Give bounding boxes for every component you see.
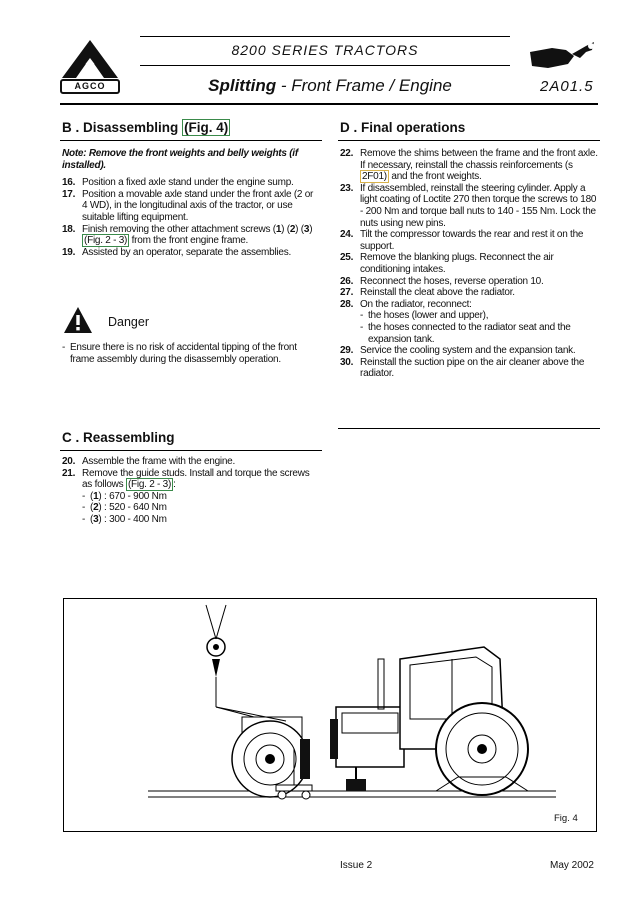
list-item: 27. Reinstall the cleat above the radiator.: [340, 287, 515, 299]
series-title: 8200 SERIES TRACTORS: [231, 42, 419, 58]
torque-line: - (3) : 300 - 400 Nm: [82, 514, 320, 526]
danger-label: Danger: [108, 315, 149, 329]
figure-caption: Fig. 4: [554, 813, 578, 824]
section-d-rule: [338, 140, 600, 141]
list-item: 17. Position a movable axle stand under the front axle (2 or 4 WD), in the longitudinal axis of the tractor, or use suitable lifting equipment.: [62, 188, 314, 223]
fig-2-3-ref[interactable]: (Fig. 2 - 3): [84, 235, 128, 247]
logo-text: AGCO: [74, 81, 106, 91]
list-item: 24. Tilt the compressor towards the rear and rest it on the support.: [340, 229, 584, 252]
ref-2f01[interactable]: 2F01): [362, 171, 387, 183]
section-b-note: Note: Remove the front weights and belly weights (if installed).: [62, 148, 298, 171]
list-item: 16. Position a fixed axle stand under the engine sump.: [62, 177, 294, 189]
list-item: 30. Reinstall the suction pipe on the air cleaner above the radiator.: [340, 356, 585, 380]
list-item: 28. On the radiator, reconnect: - the hoses (lower and upper), - the hoses connected to the radiator seat and the expansion tank.: [340, 299, 598, 345]
section-d-end-rule: [338, 428, 600, 429]
list-item: 21. Remove the guide studs. Install and torque the screws as follows (Fig. 2 - 3) : - (1) : 670 - 900 Nm - (2) : 520 - 640 Nm - (3) : 300 - 400 Nm: [62, 468, 320, 526]
title-bold: Splitting: [208, 76, 277, 95]
warning-icon: [63, 306, 93, 334]
section-b-body: [62, 148, 320, 258]
figure-4: [63, 598, 597, 832]
fig-4-ref[interactable]: (Fig. 4): [184, 120, 229, 135]
list-item: 26. Reconnect the hoses, reverse operation 10.: [340, 275, 544, 287]
section-b-heading: B . Disassembling (Fig. 4): [62, 120, 229, 135]
header-rule-top: [140, 36, 510, 37]
section-c-rule: [60, 450, 322, 451]
title-rest: - Front Frame / Engine: [276, 76, 452, 95]
page-code: 2A01.5: [540, 78, 594, 95]
header-rule-bottom: [60, 103, 598, 105]
footer-issue: Issue 2: [340, 860, 373, 871]
list-item: 23. If disassembled, reinstall the steering cylinder. Apply a light coating of Loctite 270 then torque the screws to 180 - 200 Nm and torque ball nuts to 140 - 155 Nm. Lock the nuts using new pins.: [340, 182, 597, 229]
page-title: [160, 76, 500, 96]
list-item: 20. Assemble the frame with the engine.: [62, 456, 236, 467]
section-d-heading: D . Final operations: [340, 120, 466, 135]
fig-2-3-ref[interactable]: (Fig. 2 - 3): [127, 479, 172, 491]
wrench-hand-icon: [528, 38, 598, 74]
agco-logo: [60, 38, 120, 94]
header-rule-mid: [140, 65, 510, 66]
torque-line: - (2) : 520 - 640 Nm: [82, 502, 320, 514]
danger-text: - Ensure there is no risk of accidental tipping of the front frame assembly during the disassembly operation.: [62, 342, 320, 365]
section-c-body: [62, 456, 320, 526]
list-item: 22. Remove the shims between the frame and the front axle. If necessary, reinstall the chassis reinforcements (s 2F01) and the front weights.: [340, 148, 598, 183]
list-item: 19. Assisted by an operator, separate the assemblies.: [62, 246, 291, 258]
list-item: 29. Service the cooling system and the expansion tank.: [340, 345, 576, 357]
section-b-rule: [60, 140, 322, 141]
section-c-heading: C . Reassembling: [62, 430, 175, 445]
torque-line: - (1) : 670 - 900 Nm: [82, 491, 320, 503]
tractor-splitting-illustration: [64, 599, 596, 831]
section-d-body: [340, 148, 598, 380]
list-item: 18. Finish removing the other attachment screws (1) (2) (3) (Fig. 2 - 3) from the front engine frame.: [62, 223, 313, 247]
list-item: 25. Remove the blanking plugs. Reconnect the air conditioning intakes.: [340, 252, 554, 275]
footer-date: May 2002: [550, 860, 594, 871]
